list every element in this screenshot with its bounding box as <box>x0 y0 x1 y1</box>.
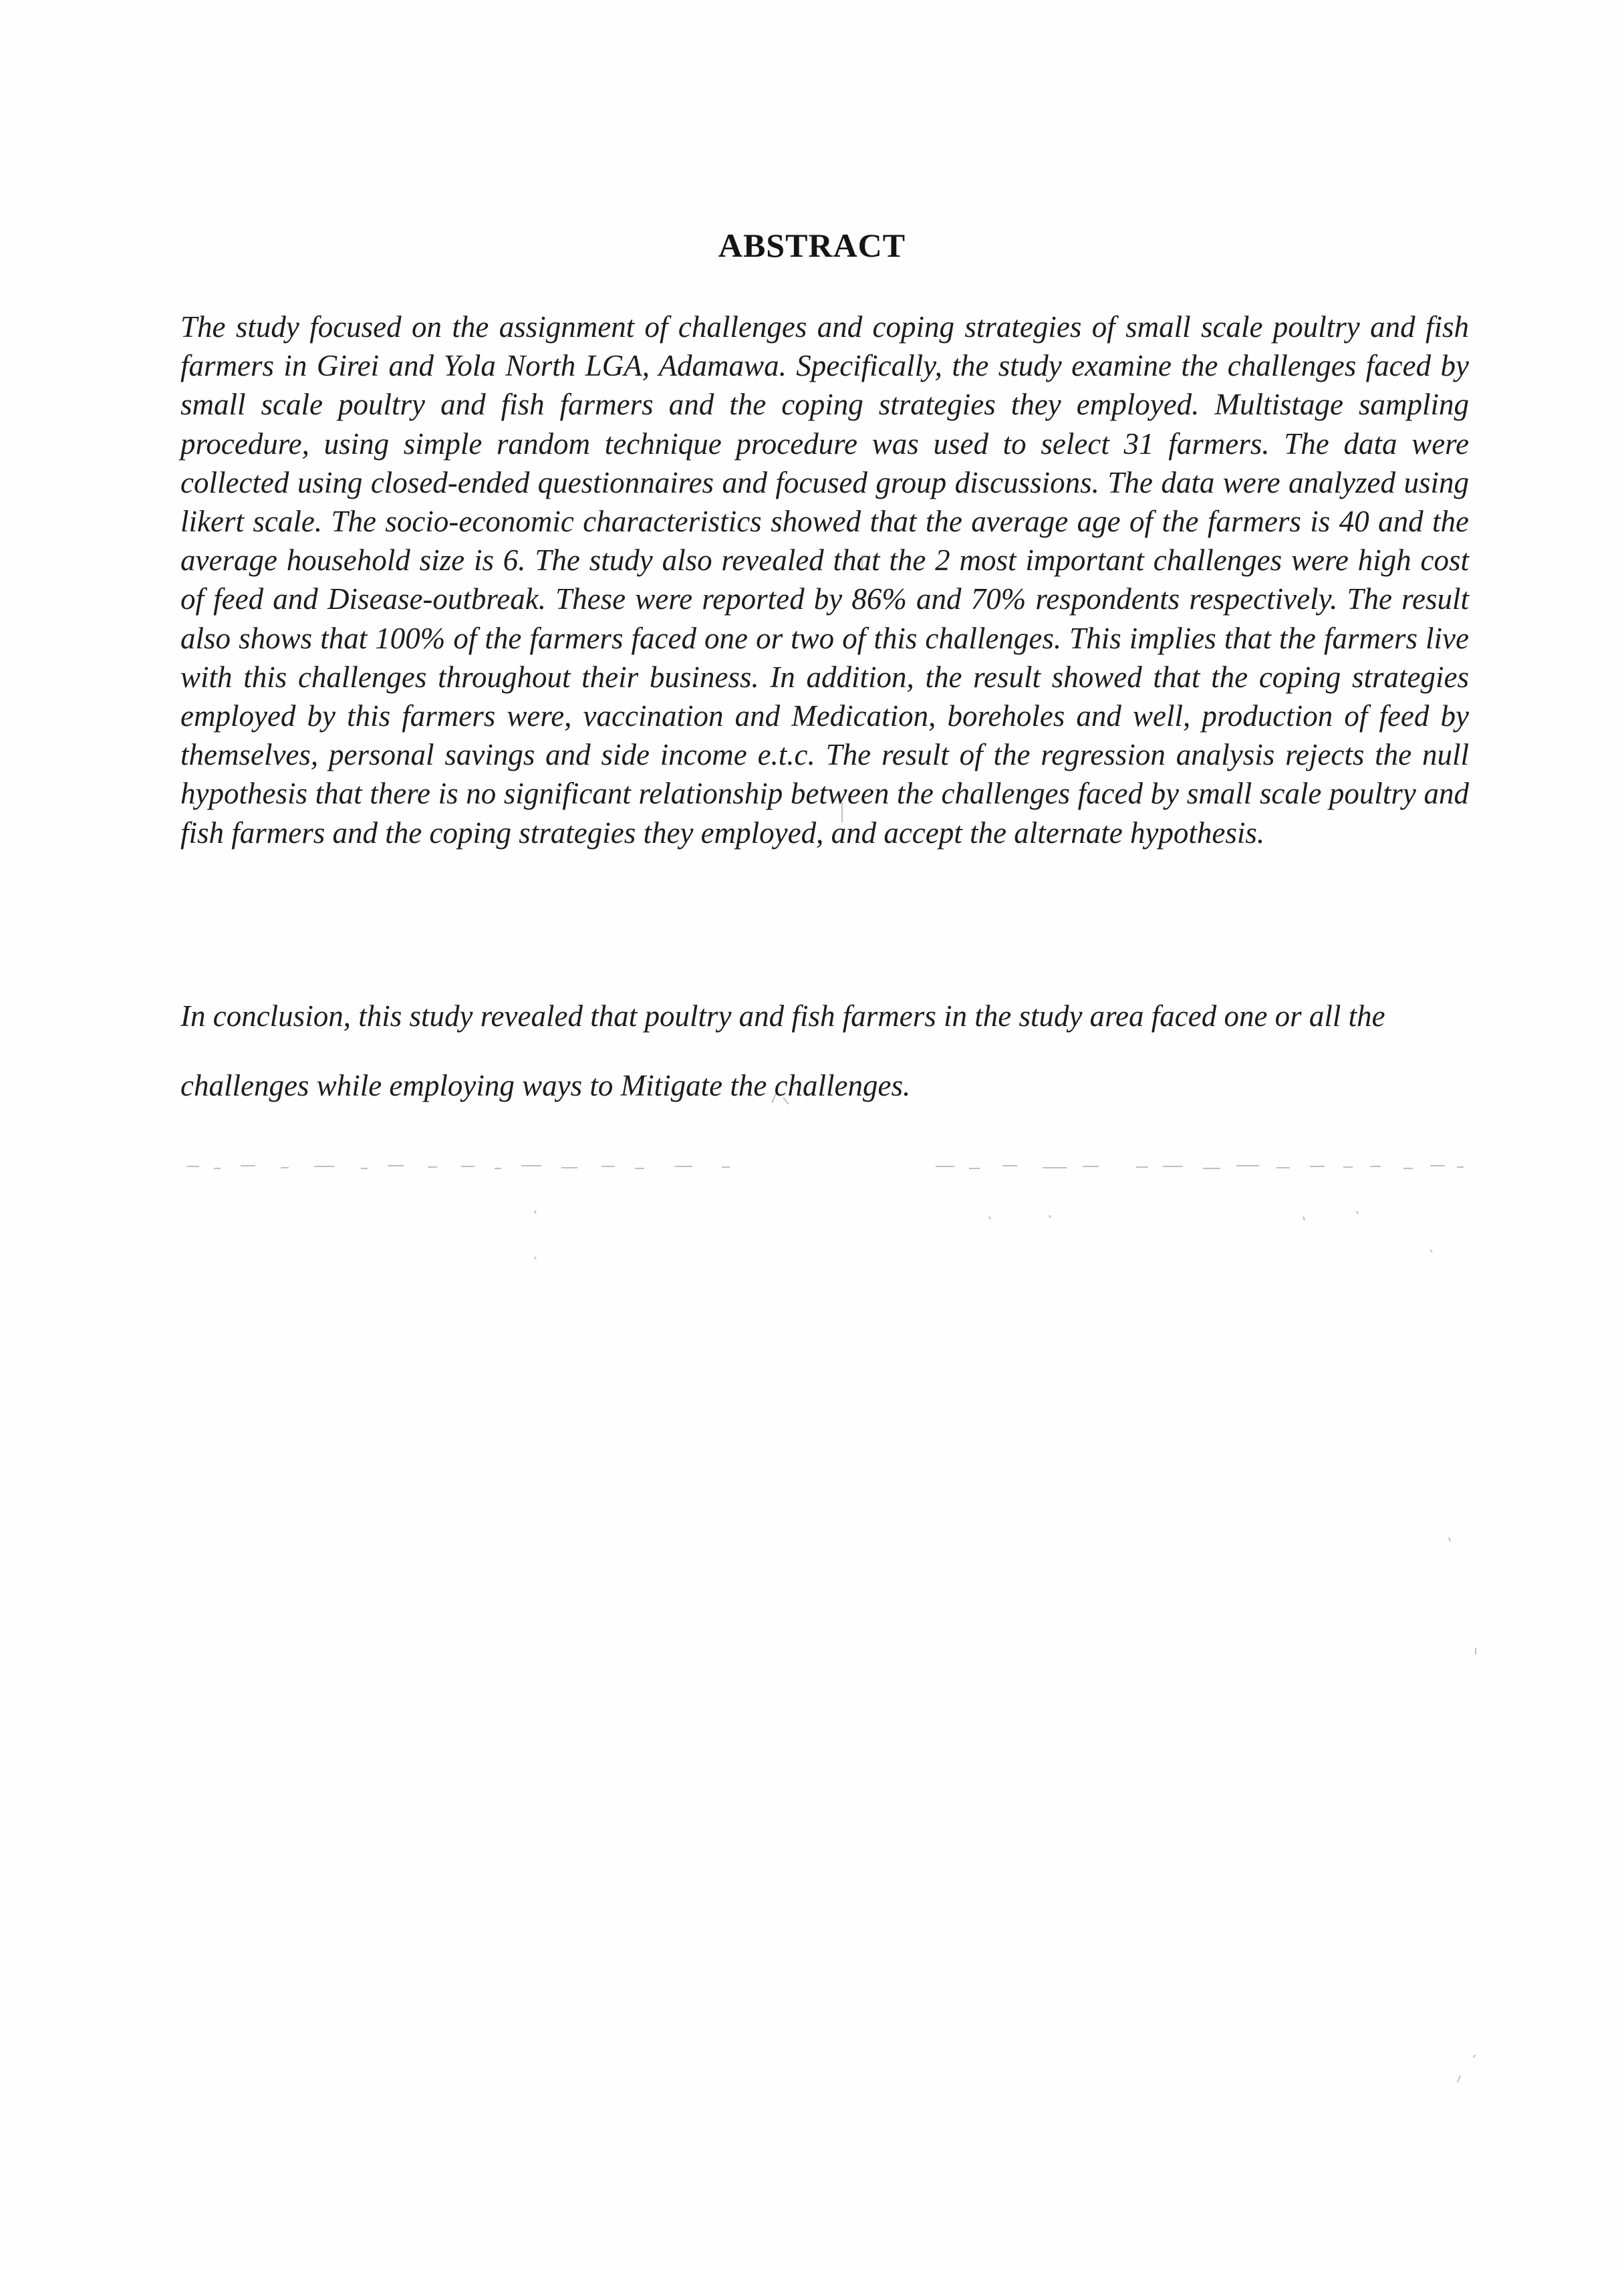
abstract-paragraph: The study focused on the assignment of challenges and coping strategies of small scale poultry and fish farmers in Girei and Yola North LGA, Adamawa. Specifically, the study examine the challenges faced by small scale poultry and fish farmers and the coping strategies they employed. Multistage sampling procedure, using simple random technique procedure was used to select 31 farmers. The data were collected using closed-ended questionnaires and focused group discussions. The data were analyzed using likert scale. The socio-economic characteristics showed that the average age of the farmers is 40 and the average household size is 6. The study also revealed that the 2 most important challenges were high cost of feed and Disease-outbreak. These were reported by 86% and 70% respondents respectively. The result also shows that 100% of the farmers faced one or two of this challenges. This implies that the farmers live with this challenges throughout their business. In addition, the result showed that the coping strategies employed by this farmers were, vaccination and Medication, boreholes and well, production of feed by themselves, personal savings and side income e.t.c. The result of the regression analysis rejects the null hypothesis that there is no significant relationship between the challenges faced by small scale poultry and fish farmers and the coping strategies they employed, and accept the alternate hypothesis. <box>180 310 1469 850</box>
page-title: ABSTRACT <box>718 227 906 264</box>
conclusion-paragraph: In conclusion, this study revealed that poultry and fish farmers in the study area faced one or all the challenges while employing ways to Mitigate the challenges. <box>180 999 1385 1102</box>
